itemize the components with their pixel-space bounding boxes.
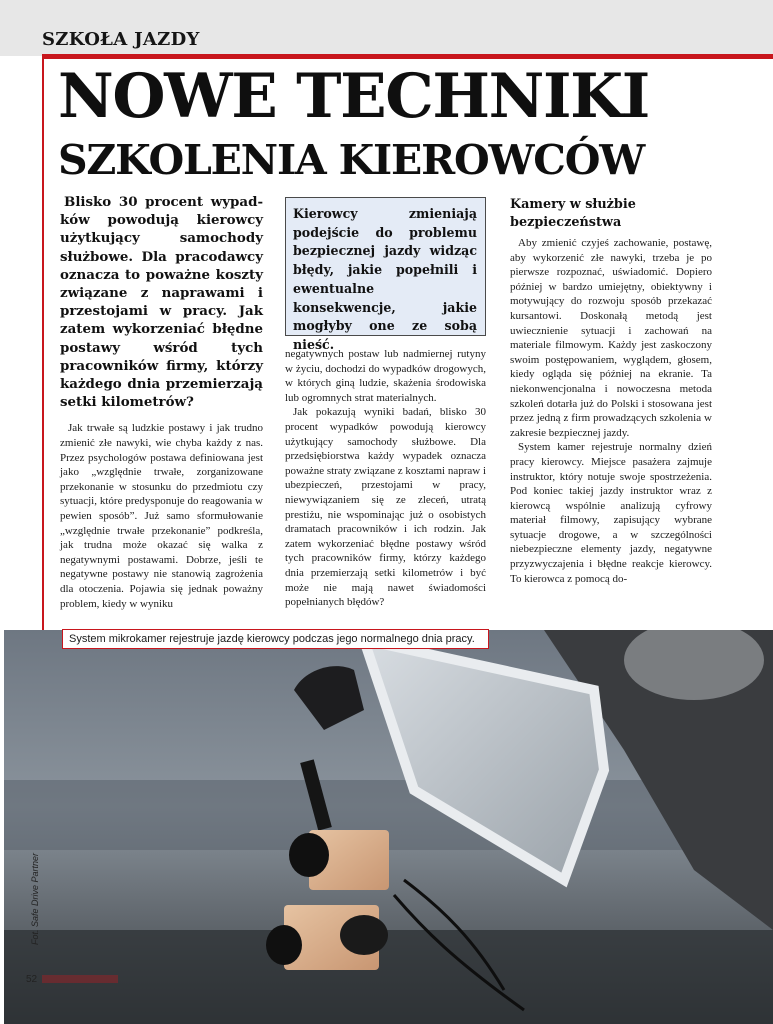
column-3-body	[510, 236, 712, 586]
headline-line-2: SZKOLENIA KIEROWCÓW	[58, 136, 645, 184]
photo-credit: Fot. Safe Drive Partner	[30, 852, 40, 945]
margin-rule	[42, 54, 44, 630]
article-photo	[4, 630, 773, 1024]
paragraph: System kamer rejestruje normalny dzień pracy kierowcy. Miejsce pasażera zajmuje instruktor, który notuje swoje spostrzeżenia. Pod koniec takiej jazdy instruktor wraz z kierowcą wspólnie analizują cyfrowy materiał filmowy, zapisujący wybrane sytuacje drogowe, a w szczególności niebezpieczne elementy jazdy, negatywne przyzwyczajenia i błędne reakcje kierowcy. To kierowca z pomocą do-	[510, 441, 712, 585]
dashboard-shadow	[4, 930, 773, 1024]
page-number: 52	[26, 974, 38, 985]
article-lead: Blisko 30 procent wypadków powodują kierowcy użytkujący samochody służbowe. Dla pracodawcy oznacza to poważne koszty związane z naprawami i przestojami w pracy. Jak zatem wykorzeniać błędne postawy wśród tych pracowników firmy, którzy każdego dnia przemierzają setki kilometrów?	[60, 194, 263, 411]
magazine-logo	[42, 973, 118, 985]
paragraph: Aby zmienić czyjeś zachowanie, postawę, aby wykorzenić złe nawyki, trzeba je po pierwsze rozpoznać, uświadomić. Dopiero później w bardzo umiejętny, obiektywny i motywujący do rozwoju sposób przekazać kursantowi. Doskonałą metodą jest uwiecznienie sytuacji i zachowań na materiale filmowym. Każdy jest zaskoczony swoim postępowaniem, wyglądem, głosem, kiedy ogląda się później na ekranie. Ta niekonwencjonalna i nowoczesna metoda szkoleń dotarła już do Polski i stosowana jest przez jedną z firm prowadzących szkolenia w zakresie bezpiecznej jazdy.	[510, 237, 712, 439]
paragraph: Jak pokazują wyniki badań, blisko 30 procent wypadków powodują kierowcy użytkujący samochody służbowe. Dla przedsiębiorstwa każdy wypadek oznacza poważne straty związane z kosztami napraw i ubezpieczeń, przestojami w pracy, niewywiązaniem się ze zleceń, utratą prestiżu, nie wspominając już o osobistych dramatach pracowników i ich rodzin. Jak zatem wykorzeniać błędne postawy wśród tych pracowników firmy, którzy każdego dnia przemierzają setki kilometrów i być może nie mają nawet świadomości popełnianych błędów?	[285, 406, 486, 609]
photo-caption: System mikrokamer rejestruje jazdę kierowcy podczas jego normalnego dnia pracy.	[62, 629, 489, 649]
article-column-1	[60, 193, 263, 611]
article-column-3	[510, 196, 712, 586]
section-label: SZKOŁA JAZDY	[42, 29, 200, 50]
article-column-2	[285, 347, 486, 610]
pull-quote-text: Kierowcy zmieniają podejście do problemu bezpiecznej jazdy widząc błędy, jakie popełnili i ewentualne konsekwencje, jakie mogłyby one ze sobą nieść.	[293, 206, 477, 352]
camera-lens-upper	[289, 833, 329, 877]
camera-mirror-illustration	[4, 630, 773, 1024]
paragraph: negatywnych postaw lub nadmiernej rutyny w życiu, dochodzi do wypadków drogowych, w których giną ludzie, skażenia środowiska lub ogromnych strat materialnych.	[285, 348, 486, 404]
header-rule	[42, 54, 773, 59]
camera-body	[340, 915, 388, 955]
section-subheading: Kamery w służbie bezpieczeństwa	[510, 197, 636, 230]
column-1-body	[60, 421, 263, 611]
headline-line-1: NOWE TECHNIKI	[58, 61, 649, 132]
pull-quote	[285, 197, 486, 352]
paragraph: Jak trwałe są ludzkie postawy i jak trudno zmienić złe nawyki, wie chyba każdy z nas. Przez psychologów postawa definiowana jest jako „względnie trwałe, zorganizowane przekonanie w stosunku do przedmiotu czy sytuacji, które predysponuje do reagowania w pewien sposób”. Już samo sformułowanie „względnie trwałe przekonanie” podkreśla, jak trudna może okazać się walka z negatywnymi postawami. Dobrze, jeśli te negatywne postawy nie stanowią zagrożenia dla otoczenia. Pojawia się jednak poważny problem, kiedy w wyniku	[60, 422, 263, 610]
camera-lens-lower	[266, 925, 302, 965]
